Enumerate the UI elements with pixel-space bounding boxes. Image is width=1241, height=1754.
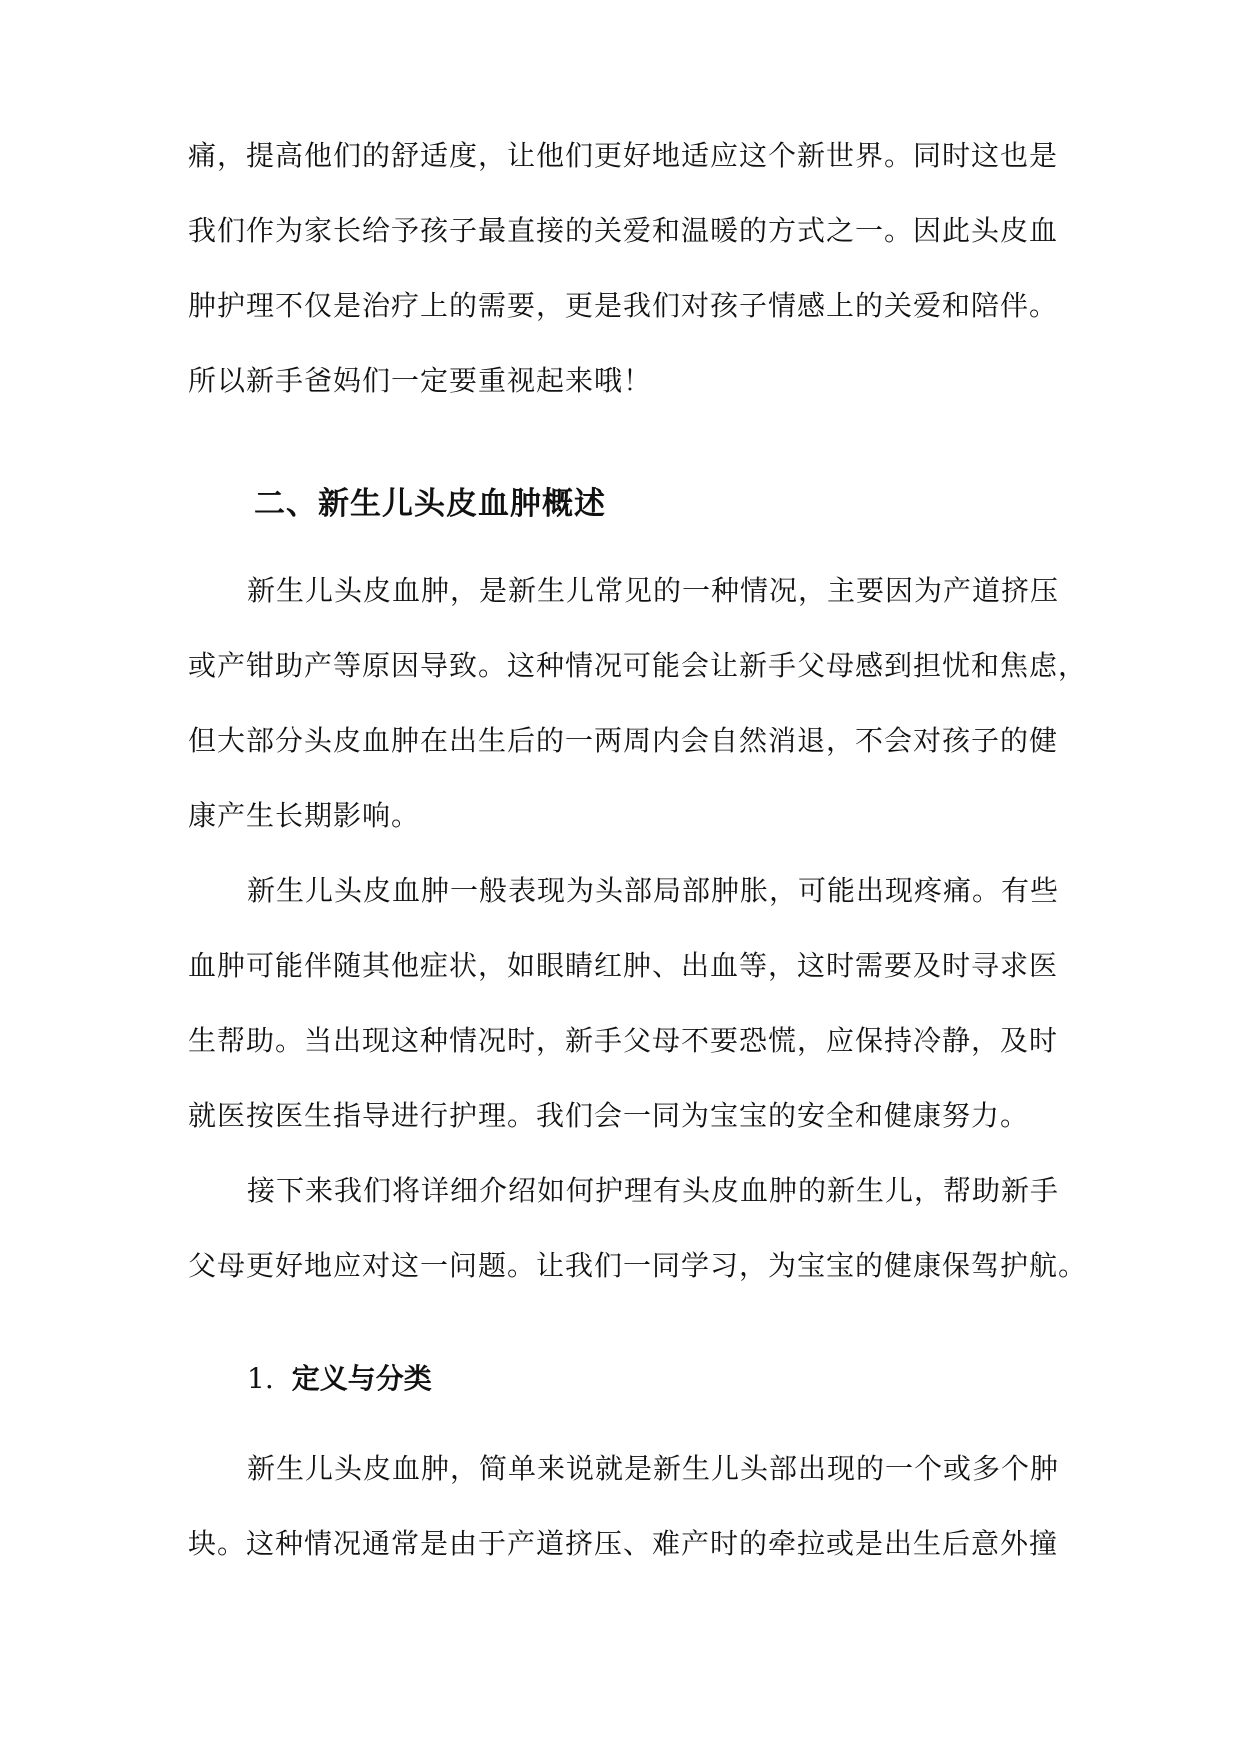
paragraph-line: 所以新手爸妈们一定要重视起来哦！ xyxy=(188,364,653,397)
paragraph-line: 康产生长期影响。 xyxy=(188,799,421,832)
paragraph-line: 血肿可能伴随其他症状，如眼睛红肿、出血等，这时需要及时寻求医 xyxy=(188,949,1059,982)
paragraph-line: 痛，提高他们的舒适度，让他们更好地适应这个新世界。同时这也是 xyxy=(188,139,1059,172)
subsection-heading xyxy=(247,1359,432,1399)
paragraph-line: 就医按医生指导进行护理。我们会一同为宝宝的安全和健康努力。 xyxy=(188,1099,1030,1132)
paragraph-line: 我们作为家长给予孩子最直接的关爱和温暖的方式之一。因此头皮血 xyxy=(188,214,1059,247)
section-heading: 二、新生儿头皮血肿概述 xyxy=(254,486,606,522)
subsection-number: 1. xyxy=(247,1362,274,1395)
paragraph-line: 生帮助。当出现这种情况时，新手父母不要恐慌，应保持冷静，及时 xyxy=(188,1024,1059,1057)
paragraph-line: 父母更好地应对这一问题。让我们一同学习，为宝宝的健康保驾护航。 xyxy=(188,1249,1088,1282)
subsection-title: 定义与分类 xyxy=(291,1362,432,1395)
paragraph-line: 或产钳助产等原因导致。这种情况可能会让新手父母感到担忧和焦虑， xyxy=(188,649,1088,682)
paragraph-line: 但大部分头皮血肿在出生后的一两周内会自然消退，不会对孩子的健 xyxy=(188,724,1059,757)
paragraph-line: 新生儿头皮血肿，是新生儿常见的一种情况，主要因为产道挤压 xyxy=(247,574,1060,607)
paragraph-line: 肿护理不仅是治疗上的需要，更是我们对孩子情感上的关爱和陪伴。 xyxy=(188,289,1059,322)
paragraph-line: 新生儿头皮血肿一般表现为头部局部肿胀，可能出现疼痛。有些 xyxy=(247,874,1060,907)
paragraph-line: 接下来我们将详细介绍如何护理有头皮血肿的新生儿，帮助新手 xyxy=(247,1174,1060,1207)
paragraph-line: 新生儿头皮血肿，简单来说就是新生儿头部出现的一个或多个肿 xyxy=(247,1452,1060,1485)
paragraph-line: 块。这种情况通常是由于产道挤压、难产时的牵拉或是出生后意外撞 xyxy=(188,1527,1059,1560)
